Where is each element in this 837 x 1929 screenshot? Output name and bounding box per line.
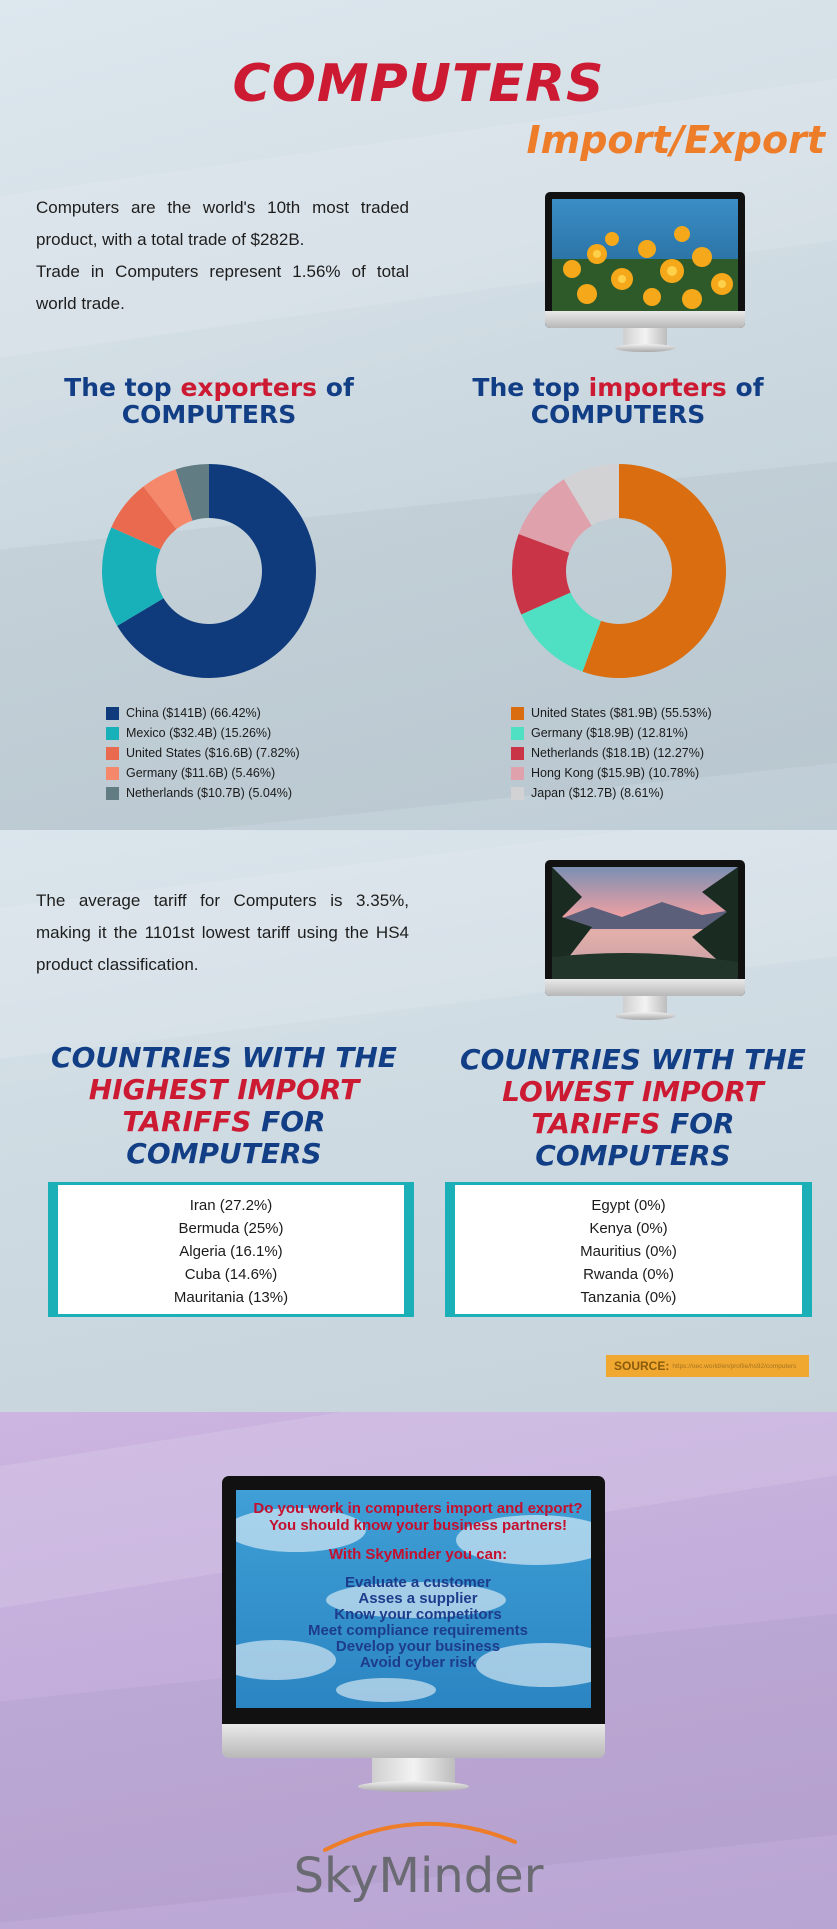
exporters-title: The top exporters of COMPUTERS xyxy=(64,373,354,429)
intro-line-2: Trade in Computers represent 1.56% of total world trade. xyxy=(36,262,409,313)
lowest-tariff-list-item: Kenya (0%) xyxy=(589,1220,668,1237)
promo-benefit-item: Avoid cyber risk xyxy=(359,1654,477,1671)
legend-label: Hong Kong ($15.9B) (10.78%) xyxy=(531,766,700,780)
highest-tariff-list-item: Iran (27.2%) xyxy=(189,1197,273,1214)
exporters-legend xyxy=(106,703,300,803)
importers-legend-item xyxy=(511,783,712,803)
tariff-paragraph: The average tariff for Computers is 3.35%, making it the 1101st lowest tariff using the HS4 product classification. xyxy=(36,891,409,974)
exporters-legend-item xyxy=(106,703,300,723)
promo-benefit-item: Develop your business xyxy=(335,1638,501,1655)
promo-text xyxy=(240,1500,596,1671)
promo-with: With SkyMinder you can: xyxy=(328,1546,508,1563)
highest-tariff-list-item: Algeria (16.1%) xyxy=(179,1243,283,1260)
legend-label: Germany ($18.9B) (12.81%) xyxy=(531,726,689,740)
legend-swatch xyxy=(511,727,524,740)
exporters-legend-item xyxy=(106,763,300,783)
importers-legend xyxy=(511,703,712,803)
legend-swatch xyxy=(106,707,119,720)
promo-statement: You should know your business partners! xyxy=(268,1517,568,1534)
lowest-tariff-list-item: Egypt (0%) xyxy=(591,1197,666,1214)
promo-question: Do you work in computers import and export? xyxy=(253,1500,583,1517)
exporters-legend-item xyxy=(106,783,300,803)
tariff-section xyxy=(0,830,837,1412)
page-subtitle: Import/Export xyxy=(526,118,825,162)
lowest-tariffs-list xyxy=(455,1185,802,1309)
legend-label: Netherlands ($10.7B) (5.04%) xyxy=(126,786,293,800)
legend-swatch xyxy=(106,747,119,760)
legend-swatch xyxy=(511,747,524,760)
legend-label: Japan ($12.7B) (8.61%) xyxy=(531,786,664,800)
intro-section xyxy=(0,0,837,830)
promo-benefits-list xyxy=(240,1575,596,1671)
lowest-tariffs-title: COUNTRIES WITH THE LOWEST IMPORT TARIFFS FOR COMPUTERS xyxy=(460,1043,806,1172)
legend-swatch xyxy=(106,787,119,800)
lowest-tariff-list-item: Tanzania (0%) xyxy=(580,1289,677,1306)
legend-label: United States ($81.9B) (55.53%) xyxy=(531,706,712,720)
highest-tariffs-title: COUNTRIES WITH THE HIGHEST IMPORT TARIFFS FOR COMPUTERS xyxy=(51,1041,397,1170)
exporters-legend-item xyxy=(106,743,300,763)
lowest-tariff-list-item: Mauritius (0%) xyxy=(580,1243,677,1260)
highest-tariffs-box xyxy=(48,1182,414,1317)
legend-swatch xyxy=(106,727,119,740)
monitor-flowers-image xyxy=(545,192,745,355)
legend-label: Netherlands ($18.1B) (12.27%) xyxy=(531,746,705,760)
logo-swoosh-icon xyxy=(320,1812,520,1852)
flowers-photo xyxy=(552,199,738,311)
importers-title: The top importers of COMPUTERS xyxy=(472,373,764,429)
page-title: COMPUTERS xyxy=(232,54,605,114)
promo-benefit-item: Evaluate a customer xyxy=(345,1574,491,1591)
highest-tariffs-list xyxy=(58,1185,404,1309)
monitor-sunset-image xyxy=(545,860,745,1023)
source-link[interactable]: https://oec.world/en/profile/hs92/computers xyxy=(672,1362,797,1370)
legend-swatch xyxy=(511,767,524,780)
importers-legend-item xyxy=(511,723,712,743)
highest-tariff-list-item: Cuba (14.6%) xyxy=(184,1266,278,1283)
promo-benefit-item: Know your competitors xyxy=(334,1606,502,1623)
legend-label: Mexico ($32.4B) (15.26%) xyxy=(126,726,272,740)
source-badge[interactable] xyxy=(606,1355,809,1377)
importers-legend-item xyxy=(511,743,712,763)
legend-label: Germany ($11.6B) (5.46%) xyxy=(126,766,276,780)
importers-legend-item xyxy=(511,763,712,783)
skyminder-logo[interactable]: SkyMinder xyxy=(293,1848,544,1904)
legend-swatch xyxy=(106,767,119,780)
promo-benefit-item: Meet compliance requirements xyxy=(307,1622,529,1639)
legend-swatch xyxy=(511,707,524,720)
promo-benefit-item: Asses a supplier xyxy=(358,1590,478,1607)
sunset-photo xyxy=(552,867,738,979)
source-label: SOURCE: xyxy=(614,1359,670,1373)
importers-legend-item xyxy=(511,703,712,723)
importers-donut-chart xyxy=(512,464,726,678)
exporters-legend-item xyxy=(106,723,300,743)
lowest-tariff-list-item: Rwanda (0%) xyxy=(583,1266,674,1283)
intro-paragraph xyxy=(36,192,409,320)
intro-line-1: Computers are the world's 10th most traded product, with a total trade of $282B. xyxy=(36,198,409,249)
highest-tariff-list-item: Mauritania (13%) xyxy=(173,1289,289,1306)
exporters-donut-chart xyxy=(102,464,316,678)
highest-tariff-list-item: Bermuda (25%) xyxy=(178,1220,284,1237)
legend-label: United States ($16.6B) (7.82%) xyxy=(126,746,300,760)
lowest-tariffs-box xyxy=(445,1182,812,1317)
legend-swatch xyxy=(511,787,524,800)
legend-label: China ($141B) (66.42%) xyxy=(126,706,261,720)
